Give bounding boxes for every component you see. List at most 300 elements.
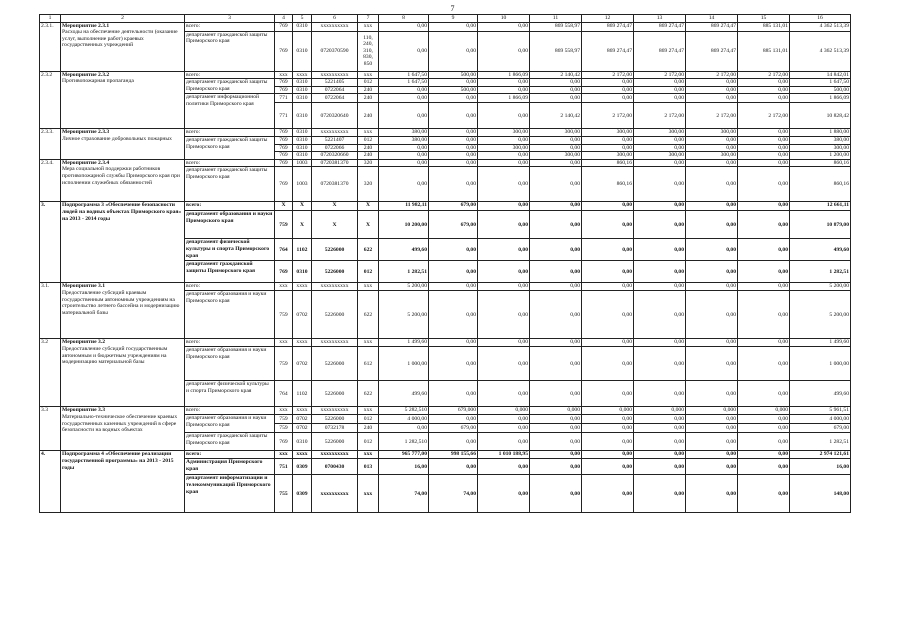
amount-c16: 860,16 (790, 159, 851, 167)
amount-c15: 0,00 (738, 211, 790, 239)
amount-c14: 0,00 (686, 424, 738, 433)
section-code: 1003 (293, 159, 312, 167)
executor-cell: департамент гражданской защиты Приморского края (185, 136, 275, 159)
amount-c8: 10 200,00 (379, 211, 429, 239)
amount-c9: 0,00 (429, 239, 478, 261)
item-description (61, 71, 185, 129)
amount-c13: 0,00 (634, 94, 686, 103)
expense-code: 320 (358, 159, 379, 167)
amount-c11: 0,00 (530, 339, 582, 347)
gr-code: ххх (275, 339, 293, 347)
item-number: 2.3.1. (40, 22, 61, 71)
expense-code: 240 (358, 86, 379, 94)
item-description (61, 129, 185, 159)
executor-cell: департамент информационной политики Приморского края (185, 94, 275, 129)
executor-cell: всего: (185, 202, 275, 211)
executor-cell: всего: (185, 71, 275, 79)
item-number: 2.3.3. (40, 129, 61, 159)
gr-code: ххх (275, 451, 293, 459)
amount-c12: 0,00 (582, 239, 634, 261)
amount-c15: 0,000 (738, 407, 790, 415)
section-code: 1102 (293, 381, 312, 407)
amount-c8: 1 499,60 (379, 339, 429, 347)
gr-code: 769 (275, 159, 293, 167)
item-number: 3.1. (40, 283, 61, 339)
executor-cell: департамент образования и науки Приморского края (185, 291, 275, 339)
amount-c10: 0,00 (478, 202, 530, 211)
amount-c13: 0,00 (634, 136, 686, 144)
amount-c9: 0,00 (429, 291, 478, 339)
executor-cell: департамент образования и науки Приморского края (185, 347, 275, 381)
amount-c8: 16,00 (379, 459, 429, 475)
amount-c12: 0,000 (582, 407, 634, 415)
section-code: хххх (293, 339, 312, 347)
amount-c13: 0,00 (634, 459, 686, 475)
amount-c16: 10 879,00 (790, 211, 851, 239)
target-code: 0720381370 (312, 167, 358, 202)
amount-c16: 1 282,51 (790, 433, 851, 451)
budget-table (39, 14, 851, 513)
amount-c9: 0,00 (429, 152, 478, 160)
amount-c9: 0,00 (429, 261, 478, 283)
amount-c8: 0,00 (379, 152, 429, 160)
expense-code: 012 (358, 79, 379, 87)
amount-c8: 0,00 (379, 167, 429, 202)
amount-c9: 0,00 (429, 144, 478, 152)
section-code: хххх (293, 283, 312, 291)
amount-c16: 499,60 (790, 381, 851, 407)
expense-code: ххх (358, 22, 379, 31)
amount-c10: 0,00 (478, 152, 530, 160)
item-text: Предоставление субсидий краевым государственным автономным учреждениям на строительство летнего бассейна и модернизацию материальной базы (62, 289, 180, 316)
amount-c16: 380,00 (790, 136, 851, 144)
amount-c14: 0,00 (686, 167, 738, 202)
amount-c9: 0,00 (429, 381, 478, 407)
amount-c11: 0,00 (530, 381, 582, 407)
column-number: 4 (275, 15, 293, 23)
gr-code: 759 (275, 291, 293, 339)
amount-c11: 2 140,42 (530, 103, 582, 129)
amount-c14: 300,00 (686, 152, 738, 160)
amount-c8: 1 282,51 (379, 261, 429, 283)
amount-c14: 0,00 (686, 381, 738, 407)
amount-c11: 0,00 (530, 79, 582, 87)
target-code: 5226000 (312, 415, 358, 424)
amount-c16: 300,00 (790, 144, 851, 152)
amount-c10: 0,00 (478, 291, 530, 339)
amount-c9: 679,000 (429, 407, 478, 415)
item-description (61, 407, 185, 451)
column-number: 5 (293, 15, 312, 23)
amount-c15: 0,00 (738, 79, 790, 87)
executor-cell: всего: (185, 407, 275, 415)
amount-c14: 0,00 (686, 239, 738, 261)
amount-c9: 998 155,66 (429, 451, 478, 459)
amount-c8: 0,00 (379, 159, 429, 167)
amount-c10: 0,00 (478, 459, 530, 475)
gr-code: 759 (275, 415, 293, 424)
expense-code: ххх (358, 283, 379, 291)
table-row (40, 159, 851, 167)
column-number: 2 (61, 15, 185, 23)
column-number: 11 (530, 15, 582, 23)
column-number: 10 (478, 15, 530, 23)
item-text: Мера социальной поддержки работников противопожарной службы Приморского края при исполнении служебных обязанностей (62, 166, 180, 186)
amount-c13: 300,00 (634, 152, 686, 160)
amount-c8: 11 982,11 (379, 202, 429, 211)
gr-code: 769 (275, 79, 293, 87)
amount-c15: 0,00 (738, 339, 790, 347)
expense-code: 012 (358, 433, 379, 451)
amount-c8: 0,00 (379, 31, 429, 71)
amount-c15: 0,00 (738, 167, 790, 202)
amount-c10: 0,00 (478, 283, 530, 291)
amount-c8: 74,00 (379, 475, 429, 513)
executor-cell: департамент физической культуры и спорта Приморского края (185, 239, 275, 261)
gr-code: 751 (275, 459, 293, 475)
amount-c13: 0,00 (634, 283, 686, 291)
amount-c11: 0,00 (530, 451, 582, 459)
target-code: хххххххххх (312, 22, 358, 31)
expense-code: 012 (358, 415, 379, 424)
item-title: Мероприятие 2.3.1 (62, 22, 110, 29)
column-number-row (40, 15, 851, 23)
amount-c16: 1 647,50 (790, 79, 851, 87)
amount-c8: 1 000,00 (379, 347, 429, 381)
amount-c11: 0,000 (530, 407, 582, 415)
expense-code: ххх (358, 475, 379, 513)
amount-c8: 380,00 (379, 129, 429, 137)
amount-c12: 0,00 (582, 202, 634, 211)
item-title: Мероприятие 2.3.2 (62, 71, 110, 78)
amount-c12: 860,16 (582, 159, 634, 167)
amount-c15: 0,00 (738, 159, 790, 167)
amount-c9: 0,00 (429, 129, 478, 137)
target-code: 5226000 (312, 239, 358, 261)
amount-c13: 0,00 (634, 79, 686, 87)
gr-code: 771 (275, 103, 293, 129)
section-code: 0310 (293, 433, 312, 451)
item-description (61, 159, 185, 202)
amount-c14: 0,000 (686, 407, 738, 415)
item-number: 3.3 (40, 407, 61, 451)
amount-c12: 0,00 (582, 283, 634, 291)
target-code: хххххххххх (312, 451, 358, 459)
amount-c14: 0,00 (686, 144, 738, 152)
executor-cell: департамент гражданской защиты Приморского края (185, 261, 275, 283)
amount-c15: 885 131,01 (738, 31, 790, 71)
expense-code: 240 (358, 144, 379, 152)
amount-c10: 1 866,09 (478, 71, 530, 79)
target-code: 0722066 (312, 144, 358, 152)
amount-c11: 0,00 (530, 415, 582, 424)
amount-c15: 0,00 (738, 347, 790, 381)
amount-c9: 0,00 (429, 159, 478, 167)
target-code: 5226000 (312, 381, 358, 407)
gr-code: 769 (275, 433, 293, 451)
amount-c14: 2 172,00 (686, 71, 738, 79)
amount-c15: 0,00 (738, 451, 790, 459)
amount-c15: 0,00 (738, 415, 790, 424)
executor-cell: департамент гражданской защиты Приморского края (185, 167, 275, 202)
amount-c13: 869 274,47 (634, 31, 686, 71)
gr-code: Х (275, 202, 293, 211)
amount-c12: 0,00 (582, 451, 634, 459)
amount-c15: 0,00 (738, 94, 790, 103)
amount-c9: 0,00 (429, 94, 478, 103)
amount-c13: 0,00 (634, 415, 686, 424)
amount-c16: 5 200,00 (790, 283, 851, 291)
amount-c15: 2 172,00 (738, 71, 790, 79)
amount-c9: 500,00 (429, 71, 478, 79)
amount-c9: 0,00 (429, 79, 478, 87)
amount-c14: 0,00 (686, 415, 738, 424)
amount-c16: 1 880,00 (790, 129, 851, 137)
section-code: 1003 (293, 167, 312, 202)
amount-c15: 0,00 (738, 129, 790, 137)
amount-c15: 885 131,01 (738, 22, 790, 31)
item-description (61, 451, 185, 513)
section-code: 0310 (293, 86, 312, 94)
amount-c10: 0,00 (478, 261, 530, 283)
amount-c16: 679,00 (790, 424, 851, 433)
column-number: 16 (790, 15, 851, 23)
item-number: 3.2 (40, 339, 61, 407)
amount-c14: 0,00 (686, 94, 738, 103)
gr-code: 769 (275, 152, 293, 160)
amount-c10: 300,00 (478, 129, 530, 137)
expense-code: 240 (358, 94, 379, 103)
amount-c14: 0,00 (686, 339, 738, 347)
amount-c12: 2 172,00 (582, 71, 634, 79)
table-row (40, 22, 851, 31)
amount-c16: 1 000,00 (790, 347, 851, 381)
amount-c11: 0,00 (530, 211, 582, 239)
amount-c10: 0,00 (478, 415, 530, 424)
target-code: хххххххххх (312, 339, 358, 347)
amount-c10: 0,00 (478, 136, 530, 144)
amount-c12: 0,00 (582, 415, 634, 424)
amount-c14: 0,00 (686, 283, 738, 291)
amount-c11: 0,00 (530, 239, 582, 261)
amount-c13: 0,00 (634, 211, 686, 239)
amount-c11: 0,00 (530, 261, 582, 283)
gr-code: 769 (275, 31, 293, 71)
amount-c16: 1 282,51 (790, 261, 851, 283)
gr-code: 769 (275, 167, 293, 202)
amount-c9: 0,00 (429, 347, 478, 381)
amount-c14: 0,00 (686, 159, 738, 167)
amount-c9: 679,00 (429, 211, 478, 239)
amount-c12: 860,16 (582, 167, 634, 202)
amount-c10: 0,00 (478, 339, 530, 347)
amount-c10: 1 866,09 (478, 94, 530, 103)
amount-c11: 0,00 (530, 167, 582, 202)
item-number: 2.3.4. (40, 159, 61, 202)
amount-c13: 0,00 (634, 433, 686, 451)
item-description (61, 283, 185, 339)
amount-c14: 0,00 (686, 475, 738, 513)
section-code: 0702 (293, 347, 312, 381)
amount-c12: 869 274,47 (582, 22, 634, 31)
amount-c9: 0,00 (429, 339, 478, 347)
target-code: 0720381370 (312, 159, 358, 167)
amount-c15: 0,00 (738, 475, 790, 513)
section-code: 1102 (293, 239, 312, 261)
expense-code: 622 (358, 381, 379, 407)
section-code: хххх (293, 451, 312, 459)
amount-c16: 2 974 121,61 (790, 451, 851, 459)
section-code: 0310 (293, 136, 312, 144)
target-code: Х (312, 211, 358, 239)
expense-code: ххх (358, 451, 379, 459)
amount-c14: 869 274,47 (686, 31, 738, 71)
amount-c10: 0,00 (478, 239, 530, 261)
section-code: 0310 (293, 129, 312, 137)
item-title: Подпрограмма 3 «Обеспечение безопасности людей на водных объектах Приморского края» на 2013 - 2014 годы (62, 202, 182, 222)
section-code: 0309 (293, 475, 312, 513)
amount-c15: 0,00 (738, 86, 790, 94)
amount-c8: 380,00 (379, 136, 429, 144)
amount-c11: 0,00 (530, 86, 582, 94)
amount-c12: 0,00 (582, 94, 634, 103)
column-number: 7 (358, 15, 379, 23)
section-code: хххх (293, 407, 312, 415)
amount-c9: 0,00 (429, 31, 478, 71)
executor-cell: департамент образования и науки Приморского края (185, 415, 275, 433)
column-number: 15 (738, 15, 790, 23)
expense-code: ххх (358, 339, 379, 347)
amount-c12: 0,00 (582, 144, 634, 152)
amount-c13: 0,000 (634, 407, 686, 415)
amount-c8: 1 647,50 (379, 71, 429, 79)
amount-c9: 0,00 (429, 103, 478, 129)
item-text: Расходы на обеспечение деятельности (оказание услуг, выполнение работ) краевых государственных учреждений (62, 29, 178, 49)
amount-c9: 500,00 (429, 86, 478, 94)
target-code: хххххххххх (312, 71, 358, 79)
amount-c8: 1 647,50 (379, 79, 429, 87)
amount-c13: 0,00 (634, 86, 686, 94)
executor-cell: департамент образования и науки Приморского края (185, 211, 275, 239)
column-number: 3 (185, 15, 275, 23)
expense-code: 240 (358, 152, 379, 160)
amount-c15: 0,00 (738, 239, 790, 261)
amount-c12: 0,00 (582, 136, 634, 144)
amount-c14: 0,00 (686, 211, 738, 239)
amount-c9: 0,00 (429, 459, 478, 475)
expense-code: 110, 240, 310, 830, 850 (358, 31, 379, 71)
amount-c10: 0,000 (478, 407, 530, 415)
amount-c10: 0,00 (478, 347, 530, 381)
amount-c13: 0,00 (634, 261, 686, 283)
amount-c14: 0,00 (686, 86, 738, 94)
amount-c13: 0,00 (634, 144, 686, 152)
column-number: 6 (312, 15, 358, 23)
expense-code: ххх (358, 407, 379, 415)
gr-code: 755 (275, 475, 293, 513)
target-code: 5226000 (312, 433, 358, 451)
item-title: Мероприятие 3.1 (62, 283, 106, 290)
amount-c10: 0,00 (478, 31, 530, 71)
section-code: 0310 (293, 152, 312, 160)
item-title: Мероприятие 2.3.4 (62, 159, 110, 166)
target-code: 0722064 (312, 86, 358, 94)
item-title: Мероприятие 2.3.3 (62, 129, 110, 136)
section-code: 0702 (293, 291, 312, 339)
amount-c16: 14 842,01 (790, 71, 851, 79)
amount-c9: 0,00 (429, 283, 478, 291)
expense-code: 012 (358, 261, 379, 283)
amount-c10: 0,00 (478, 475, 530, 513)
executor-cell: всего: (185, 22, 275, 31)
amount-c14: 0,00 (686, 451, 738, 459)
section-code: 0310 (293, 144, 312, 152)
amount-c11: 2 140,42 (530, 71, 582, 79)
amount-c13: 0,00 (634, 475, 686, 513)
amount-c8: 499,60 (379, 239, 429, 261)
gr-code: ххх (275, 71, 293, 79)
amount-c13: 300,00 (634, 129, 686, 137)
gr-code: 764 (275, 381, 293, 407)
amount-c8: 0,00 (379, 86, 429, 94)
item-number: 3. (40, 202, 61, 283)
amount-c10: 1 010 188,95 (478, 451, 530, 459)
column-number: 1 (40, 15, 61, 23)
executor-cell: департамент информатизации и телекоммуникаций Приморского края (185, 475, 275, 513)
amount-c9: 0,00 (429, 22, 478, 31)
section-code: хххх (293, 71, 312, 79)
target-code: хххххххххх (312, 129, 358, 137)
target-code: Х (312, 202, 358, 211)
amount-c12: 0,00 (582, 347, 634, 381)
amount-c9: 0,00 (429, 136, 478, 144)
item-description (61, 202, 185, 283)
amount-c11: 869 558,97 (530, 31, 582, 71)
target-code: 5221405 (312, 79, 358, 87)
amount-c16: 1 866,09 (790, 94, 851, 103)
section-code: Х (293, 211, 312, 239)
amount-c14: 0,00 (686, 202, 738, 211)
amount-c11: 0,00 (530, 459, 582, 475)
amount-c9: 679,00 (429, 202, 478, 211)
section-code: 0309 (293, 459, 312, 475)
amount-c16: 1 499,60 (790, 339, 851, 347)
executor-cell: департамент гражданской защиты Приморского края (185, 31, 275, 71)
expense-code: 013 (358, 459, 379, 475)
target-code: хххххххххх (312, 283, 358, 291)
column-number: 13 (634, 15, 686, 23)
amount-c12: 0,00 (582, 459, 634, 475)
amount-c13: 0,00 (634, 381, 686, 407)
section-code: 0310 (293, 103, 312, 129)
gr-code: 769 (275, 261, 293, 283)
column-number: 14 (686, 15, 738, 23)
amount-c8: 0,00 (379, 94, 429, 103)
amount-c14: 0,00 (686, 261, 738, 283)
amount-c16: 12 661,11 (790, 202, 851, 211)
amount-c13: 0,00 (634, 167, 686, 202)
item-text: Личное страхование добровольных пожарных (62, 135, 172, 142)
amount-c12: 0,00 (582, 291, 634, 339)
amount-c12: 0,00 (582, 86, 634, 94)
amount-c9: 0,00 (429, 433, 478, 451)
amount-c10: 0,00 (478, 433, 530, 451)
amount-c10: 0,00 (478, 167, 530, 202)
amount-c12: 0,00 (582, 475, 634, 513)
item-title: Подпрограмма 4 «Обеспечение реализации государственной программы» на 2013 - 2015 годы (62, 451, 174, 471)
amount-c14: 300,00 (686, 129, 738, 137)
amount-c13: 0,00 (634, 347, 686, 381)
